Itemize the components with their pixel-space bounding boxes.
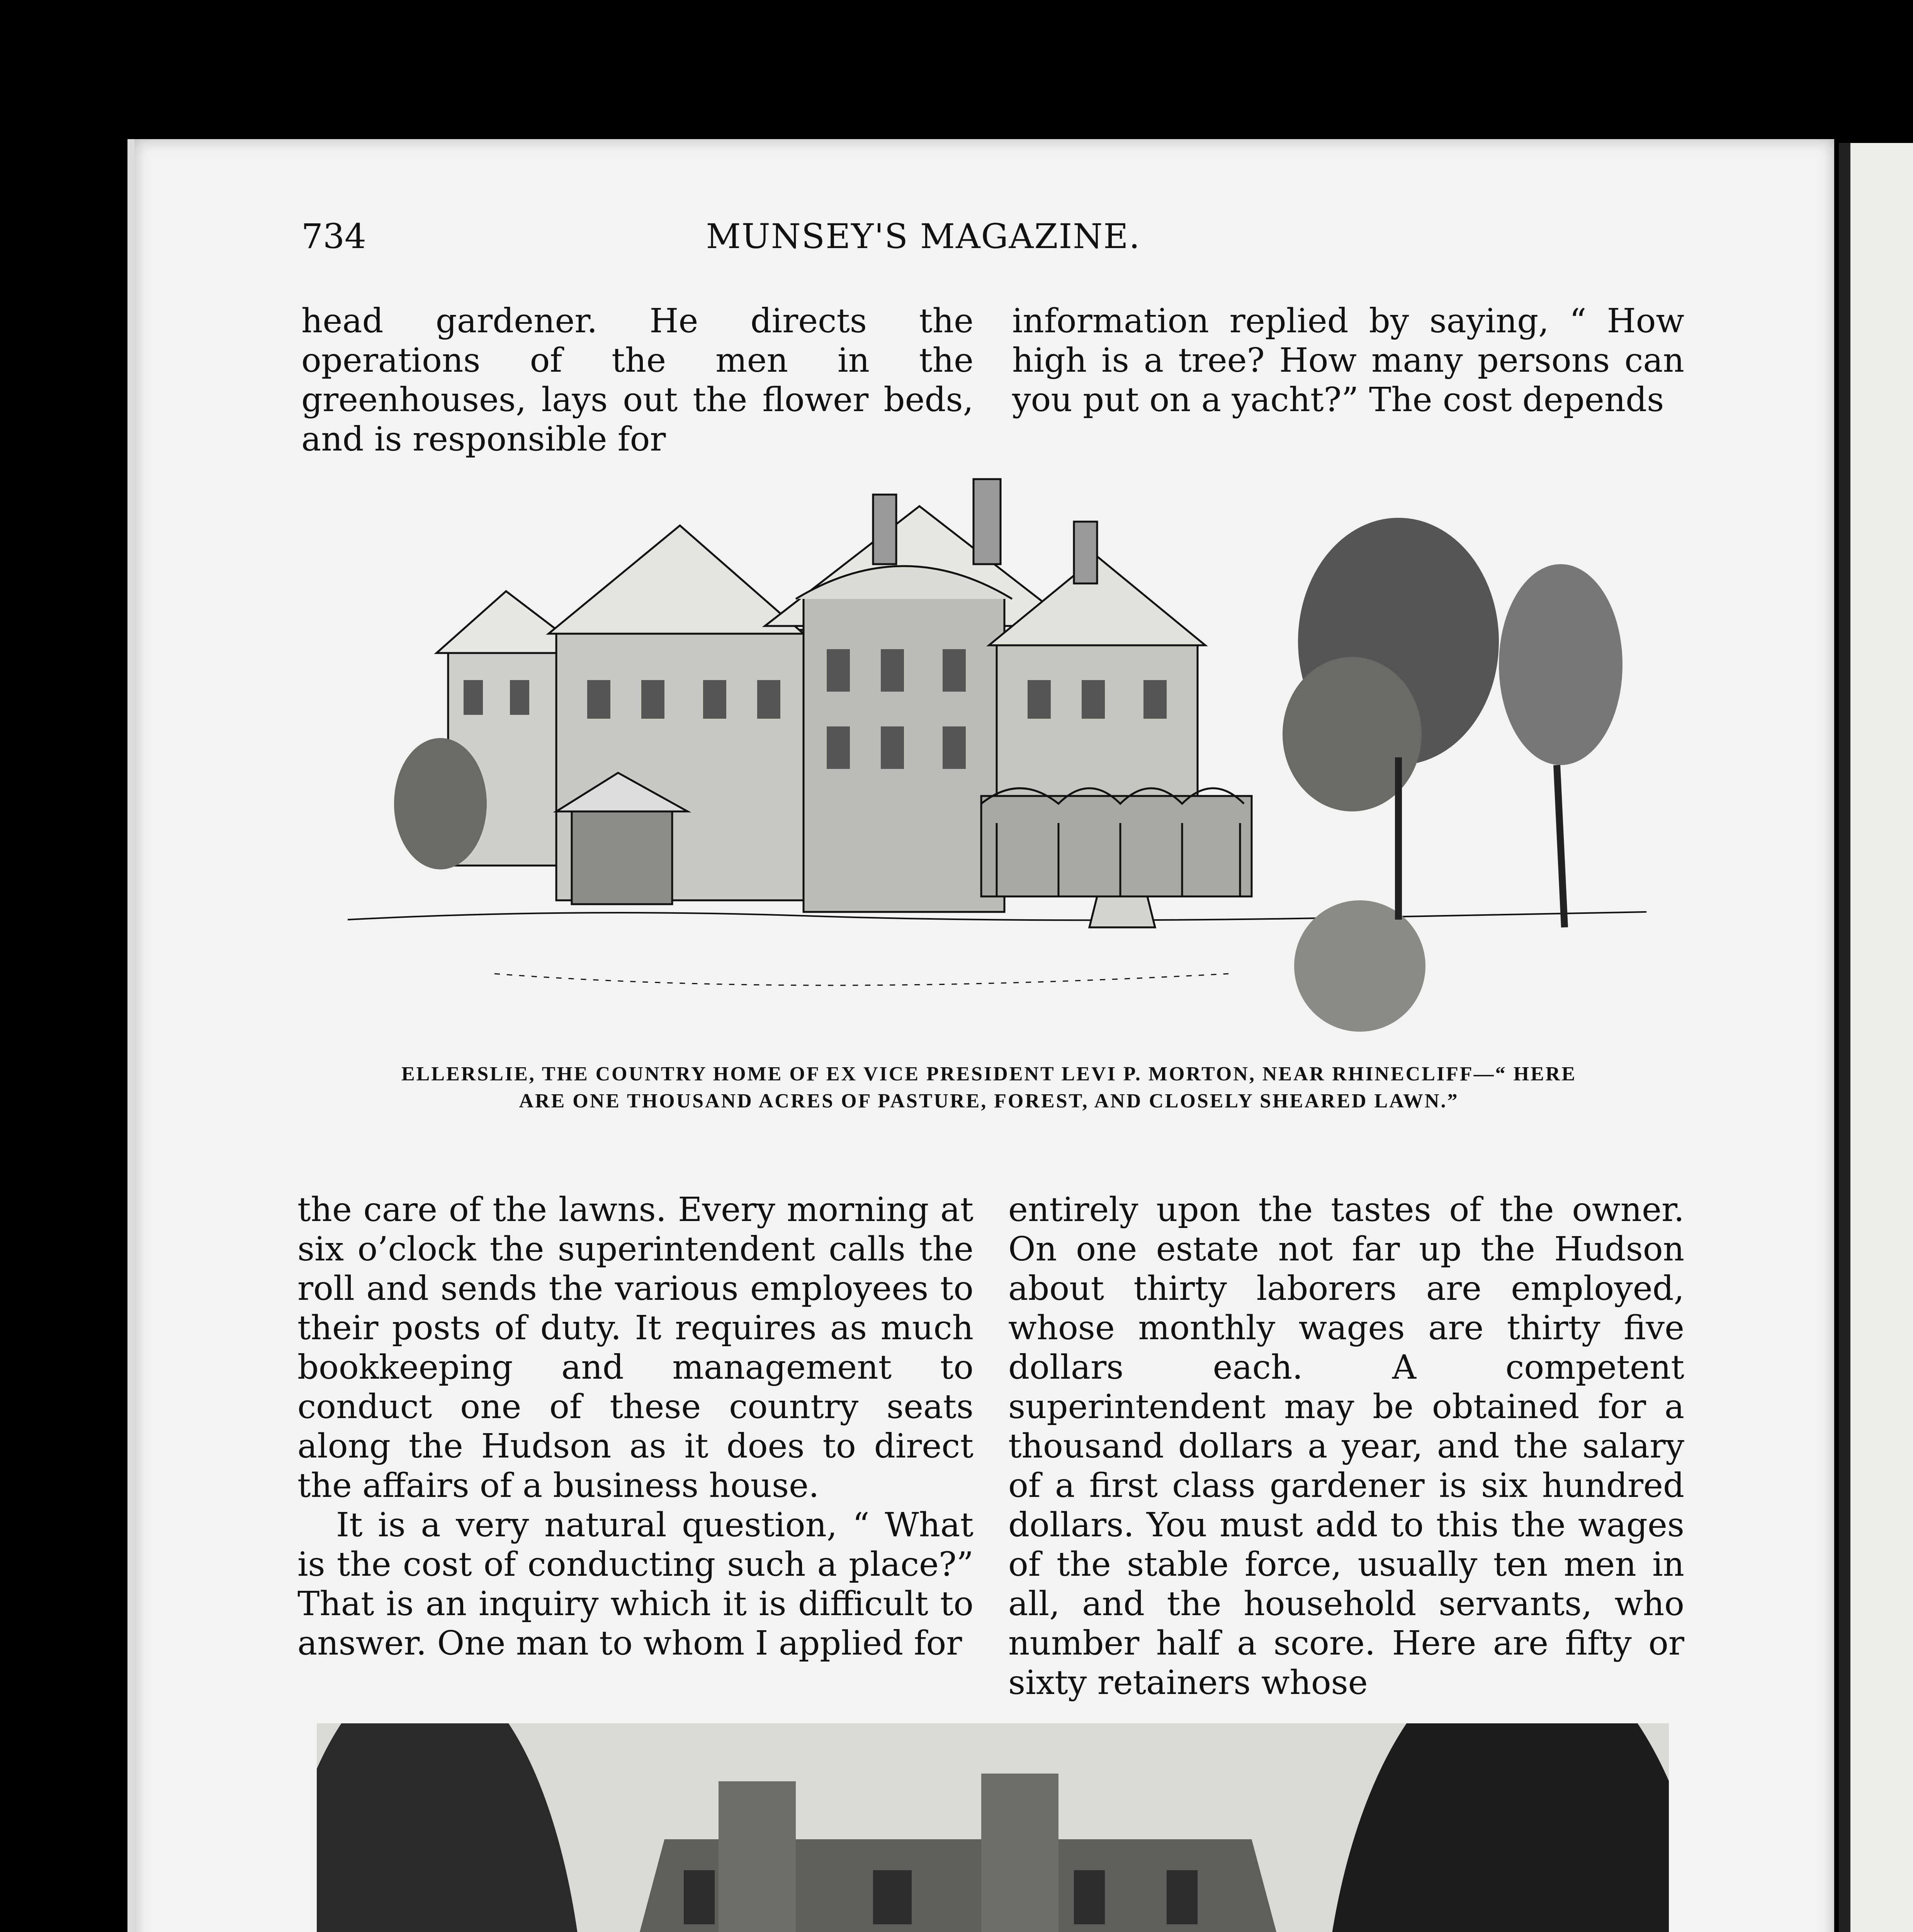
text-column-top-right [1012, 301, 1684, 420]
paragraph: information replied by saying, “ How high is a tree? How many persons can you put on a yacht?” The cost depends [1012, 302, 1684, 419]
figure1-caption [294, 1061, 1684, 1115]
text-column-middle-left [297, 1190, 973, 1663]
running-header [170, 216, 1677, 259]
paragraph: entirely upon the tastes of the owner. On one estate not far up the Hudson about thirty laborers are employed, whose monthly wages are thirty five dollars each. A competent superintendent may be obtained for a thousand dollars a year, and the salary of a first class gardener is six hundred dollars. You must add to this the wages of the stable force, usually ten men in all, and the household servants, who number half a score. Here are fifty or sixty retainers whose [1008, 1190, 1684, 1702]
text-column-middle-right [1008, 1190, 1684, 1702]
page-number: 734 [301, 216, 366, 256]
text-column-top-left [301, 301, 973, 459]
paragraph: the care of the lawns. Every morning at six o’clock the superintendent calls the roll and sends the various employees to their posts of duty. It requires as much bookkeeping and management to conduct one of these country seats along the Hudson as it does to direct the affairs of a business house. [297, 1190, 973, 1505]
facing-page-edge [1839, 143, 1913, 1932]
ardsley-towers-photo [317, 1723, 1669, 1932]
ellerslie-illustration [340, 464, 1677, 1059]
caption-line: ARE ONE THOUSAND ACRES OF PASTURE, FOREST, AND CLOSELY SHEARED LAWN.” [519, 1090, 1459, 1112]
paragraph: head gardener. He directs the operations of the men in the greenhouses, lays out the flower beds, and is responsible for [301, 302, 973, 459]
paragraph: It is a very natural question, “ What is the cost of conducting such a place?” That is an inquiry which it is difficult to answer. One man to whom I applied for [297, 1506, 973, 1663]
caption-line: ELLERSLIE, THE COUNTRY HOME OF EX VICE PRESIDENT LEVI P. MORTON, NEAR RHINECLIFF—“ HERE [401, 1063, 1577, 1085]
running-title: MUNSEY'S MAGAZINE. [706, 216, 1141, 256]
